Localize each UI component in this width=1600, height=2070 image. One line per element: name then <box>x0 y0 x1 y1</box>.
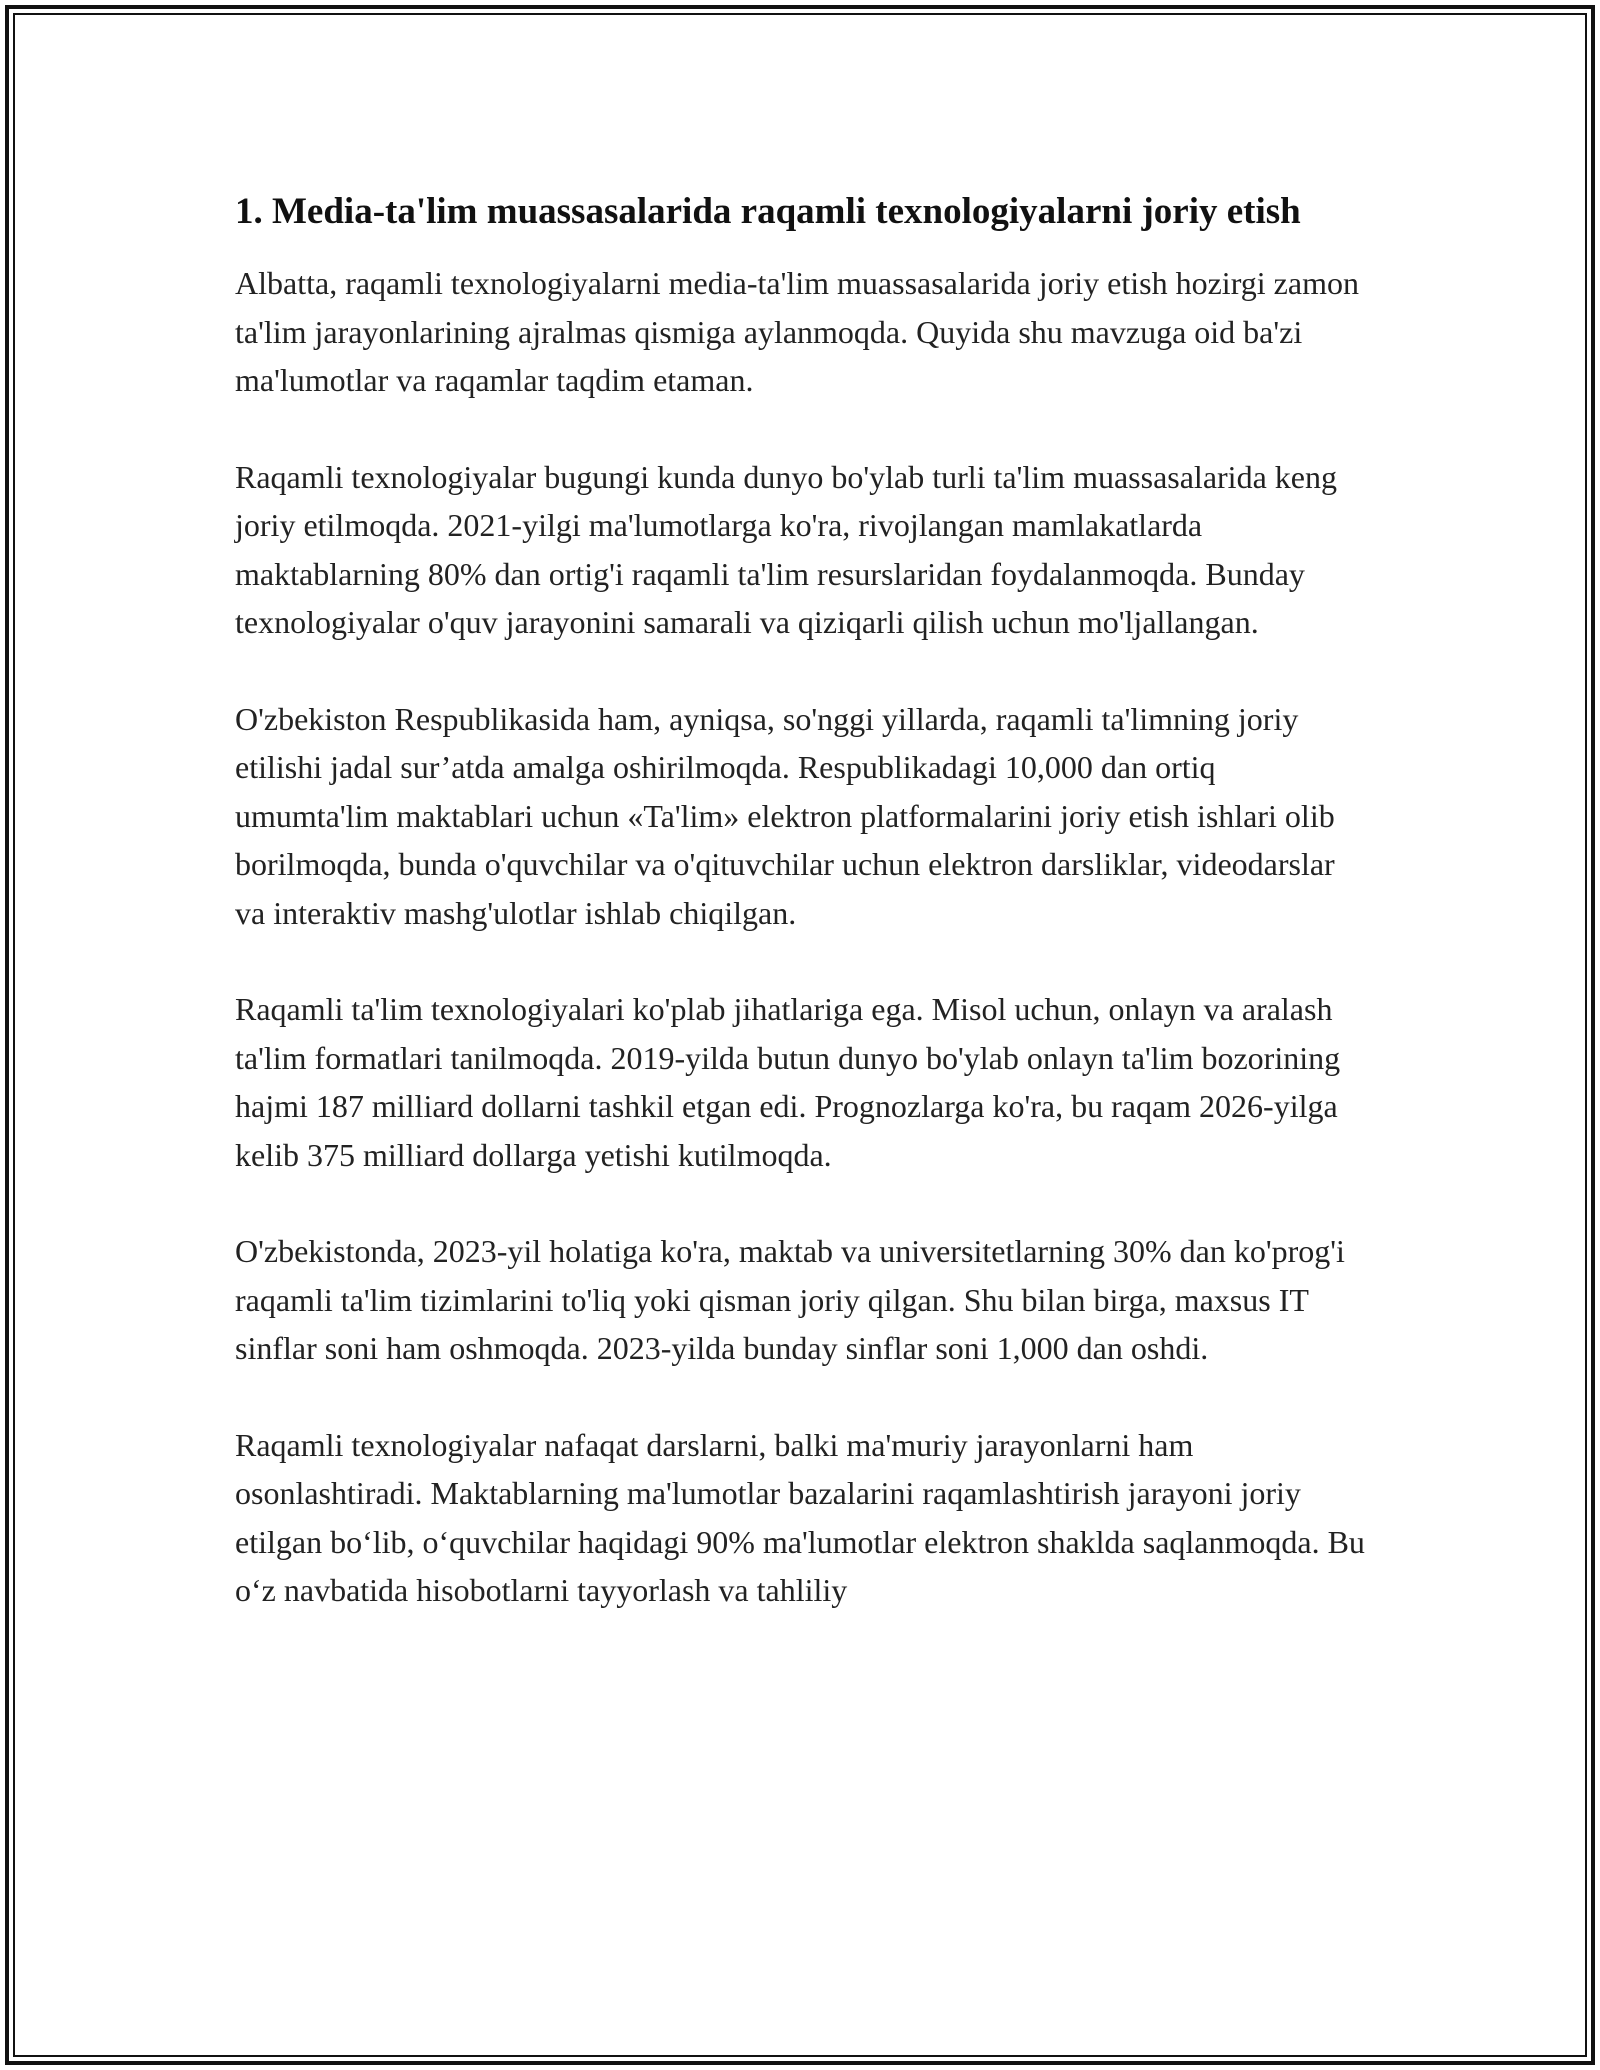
paragraph-uzbekistan-2023: O'zbekistonda, 2023-yil holatiga ko'ra, maktab va universitetlarning 30% dan ko'prog'i raqamli ta'lim tizimlarini to'liq yoki qisman joriy qilgan. Shu bilan birga, maxsus IT sinflar soni ham oshmoqda. 2023-yilda bunday sinflar soni 1,000 dan oshdi. <box>235 1233 1345 1366</box>
paragraph-online-market: Raqamli ta'lim texnologiyalari ko'plab jihatlariga ega. Misol uchun, onlayn va aralash ta'lim formatlari tanilmoqda. 2019-yilda butun dunyo bo'ylab onlayn ta'lim bozorining hajmi 187 milliard dollarni tashkil etgan edi. Prognozlarga ko'ra, bu raqam 2026-yilga kelib 375 milliard dollarga yetishi kutilmoqda. <box>235 991 1341 1173</box>
paragraph-global-adoption: Raqamli texnologiyalar bugungi kunda dunyo bo'ylab turli ta'lim muassasalarida keng joriy etilmoqda. 2021-yilgi ma'lumotlarga ko'ra, rivojlangan mamlakatlarda maktablarning 80% dan ortig'i raqamli ta'lim resurslaridan foydalanmoqda. Bunday texnologiyalar o'quv jarayonini samarali va qiziqarli qilish uchun mo'ljallangan. <box>235 458 1337 640</box>
section-heading: 1. Media-ta'lim muassasalarida raqamli texnologiyalarni joriy etish <box>235 191 1301 232</box>
paragraph-uzbekistan-platforms: O'zbekiston Respublikasida ham, ayniqsa, so'nggi yillarda, raqamli ta'limning joriy etilishi jadal sur’atda amalga oshirilmoqda. Respublikadagi 10,000 dan ortiq umumta'lim maktablari uchun «Ta'lim» elektron platformalarini joriy etish ishlari olib borilmoqda, bunda o'quvchilar va o'qituvchilar uchun elektron darsliklar, videodarslar va interaktiv mashg'ulotlar ishlab chiqilgan. <box>235 700 1335 931</box>
paragraph-intro: Albatta, raqamli texnologiyalarni media-ta'lim muassasalarida joriy etish hozirgi zamon ta'lim jarayonlarining ajralmas qismiga aylanmoqda. Quyida shu mavzuga oid ba'zi ma'lumotlar va raqamlar taqdim etaman. <box>235 265 1359 398</box>
document-body <box>235 185 1365 1663</box>
paragraph-administration: Raqamli texnologiyalar nafaqat darslarni, balki ma'muriy jarayonlarni ham osonlashtiradi. Maktablarning ma'lumotlar bazalarini raqamlashtirish jarayoni joriy etilgan bo‘lib, o‘quvchilar haqidagi 90% ma'lumotlar elektron shakldа saqlanmoqda. Bu o‘z navbatida hisobotlarni tayyorlash va tahliliy <box>235 1426 1365 1608</box>
